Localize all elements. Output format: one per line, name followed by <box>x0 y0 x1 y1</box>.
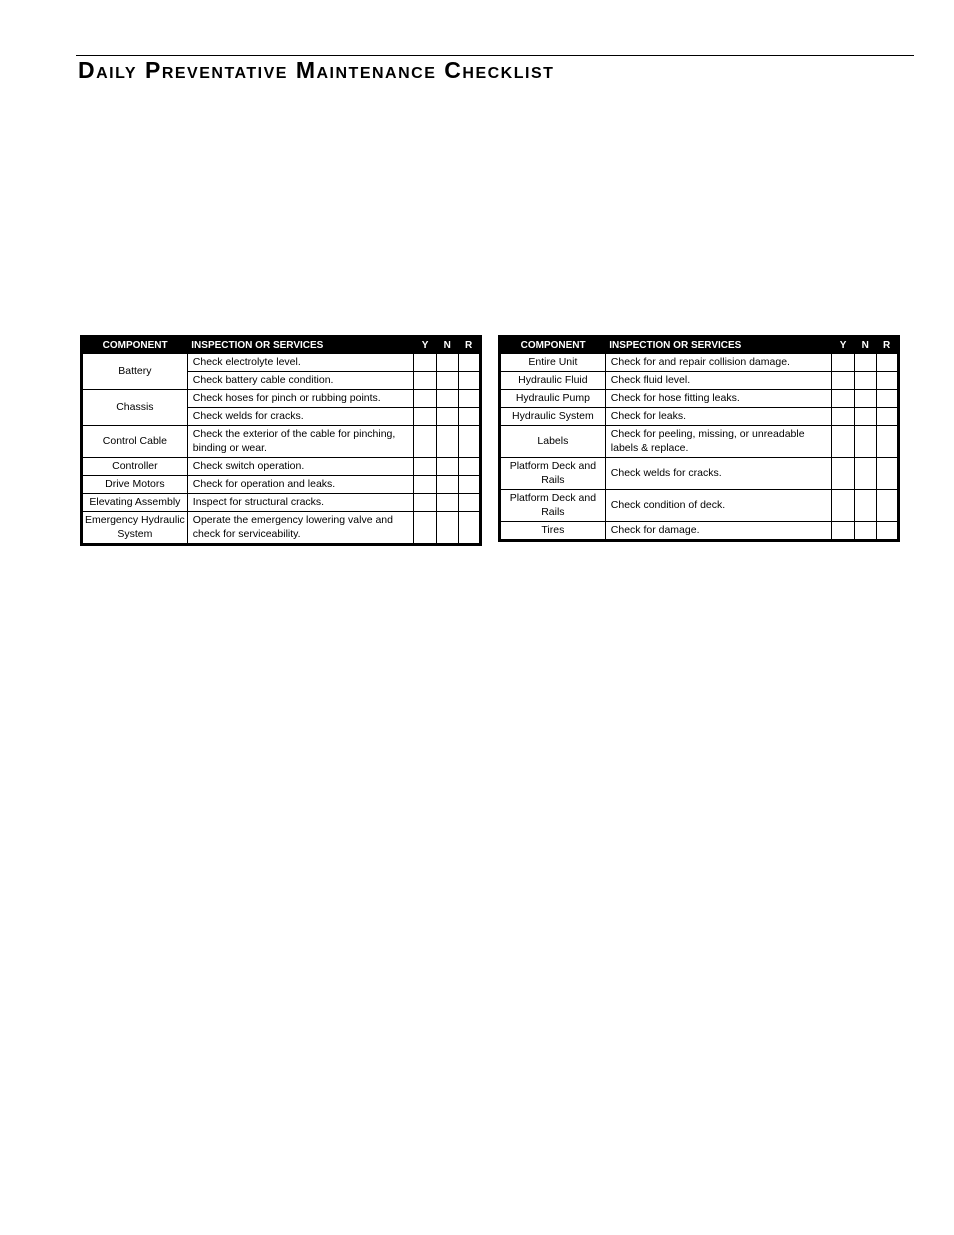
inspection-cell: Check welds for cracks. <box>187 408 414 426</box>
repair-checkbox-cell[interactable] <box>458 476 480 494</box>
table-row <box>500 354 899 372</box>
component-cell: Battery <box>82 354 188 390</box>
repair-checkbox-cell[interactable] <box>458 426 480 458</box>
yes-checkbox-cell[interactable] <box>832 522 854 541</box>
inspection-cell: Check hoses for pinch or rubbing points. <box>187 390 414 408</box>
repair-checkbox-cell[interactable] <box>876 354 898 372</box>
yes-checkbox-cell[interactable] <box>414 354 436 372</box>
yes-checkbox-cell[interactable] <box>832 372 854 390</box>
component-header: COMPONENT <box>82 337 188 354</box>
no-header: N <box>436 337 458 354</box>
no-checkbox-cell[interactable] <box>854 390 876 408</box>
inspection-cell: Check for leaks. <box>605 408 832 426</box>
component-cell: Tires <box>500 522 606 541</box>
inspection-cell: Check for hose fitting leaks. <box>605 390 832 408</box>
component-cell: Hydraulic Fluid <box>500 372 606 390</box>
repair-checkbox-cell[interactable] <box>458 372 480 390</box>
no-checkbox-cell[interactable] <box>854 490 876 522</box>
inspection-cell: Check switch operation. <box>187 458 414 476</box>
repair-checkbox-cell[interactable] <box>876 408 898 426</box>
table-row <box>500 490 899 522</box>
repair-header: R <box>458 337 480 354</box>
yes-checkbox-cell[interactable] <box>414 426 436 458</box>
checklist-table-left <box>80 335 482 546</box>
no-checkbox-cell[interactable] <box>436 426 458 458</box>
no-checkbox-cell[interactable] <box>436 494 458 512</box>
repair-checkbox-cell[interactable] <box>458 390 480 408</box>
no-checkbox-cell[interactable] <box>436 372 458 390</box>
yes-checkbox-cell[interactable] <box>414 408 436 426</box>
no-checkbox-cell[interactable] <box>436 408 458 426</box>
inspection-cell: Inspect for structural cracks. <box>187 494 414 512</box>
table-header-row <box>500 337 899 354</box>
repair-checkbox-cell[interactable] <box>876 490 898 522</box>
yes-checkbox-cell[interactable] <box>832 390 854 408</box>
table-row <box>82 354 481 372</box>
component-cell: Hydraulic Pump <box>500 390 606 408</box>
no-checkbox-cell[interactable] <box>436 476 458 494</box>
inspection-cell: Check for operation and leaks. <box>187 476 414 494</box>
repair-header: R <box>876 337 898 354</box>
inspection-cell: Check for peeling, missing, or unreadable labels & replace. <box>605 426 832 458</box>
table-row <box>82 390 481 408</box>
repair-checkbox-cell[interactable] <box>876 372 898 390</box>
inspection-cell: Check electrolyte level. <box>187 354 414 372</box>
component-cell: Emergency Hydraulic System <box>82 512 188 545</box>
table-row <box>500 390 899 408</box>
component-cell: Hydraulic System <box>500 408 606 426</box>
component-header: COMPONENT <box>500 337 606 354</box>
table-row <box>82 494 481 512</box>
table-row <box>500 458 899 490</box>
inspection-cell: Check fluid level. <box>605 372 832 390</box>
table-row <box>500 426 899 458</box>
component-cell: Drive Motors <box>82 476 188 494</box>
component-cell: Labels <box>500 426 606 458</box>
no-checkbox-cell[interactable] <box>436 512 458 545</box>
component-cell: Platform Deck and Rails <box>500 458 606 490</box>
yes-checkbox-cell[interactable] <box>414 512 436 545</box>
table-row <box>500 372 899 390</box>
repair-checkbox-cell[interactable] <box>458 512 480 545</box>
repair-checkbox-cell[interactable] <box>458 408 480 426</box>
component-cell: Elevating Assembly <box>82 494 188 512</box>
yes-checkbox-cell[interactable] <box>832 426 854 458</box>
component-cell: Chassis <box>82 390 188 426</box>
yes-checkbox-cell[interactable] <box>414 494 436 512</box>
yes-header: Y <box>832 337 854 354</box>
yes-checkbox-cell[interactable] <box>414 372 436 390</box>
inspection-cell: Check battery cable condition. <box>187 372 414 390</box>
no-checkbox-cell[interactable] <box>436 354 458 372</box>
inspection-cell: Check welds for cracks. <box>605 458 832 490</box>
no-checkbox-cell[interactable] <box>854 372 876 390</box>
yes-checkbox-cell[interactable] <box>414 390 436 408</box>
component-cell: Platform Deck and Rails <box>500 490 606 522</box>
repair-checkbox-cell[interactable] <box>458 458 480 476</box>
inspection-header: INSPECTION OR SERVICES <box>605 337 832 354</box>
repair-checkbox-cell[interactable] <box>458 494 480 512</box>
table-row <box>82 476 481 494</box>
no-checkbox-cell[interactable] <box>854 458 876 490</box>
checklist-table-right <box>498 335 900 542</box>
yes-checkbox-cell[interactable] <box>414 458 436 476</box>
no-header: N <box>854 337 876 354</box>
table-row <box>82 458 481 476</box>
inspection-header: INSPECTION OR SERVICES <box>187 337 414 354</box>
no-checkbox-cell[interactable] <box>854 408 876 426</box>
table-row <box>82 512 481 545</box>
no-checkbox-cell[interactable] <box>854 354 876 372</box>
no-checkbox-cell[interactable] <box>854 426 876 458</box>
inspection-cell: Check condition of deck. <box>605 490 832 522</box>
repair-checkbox-cell[interactable] <box>876 426 898 458</box>
table-header-row <box>82 337 481 354</box>
table-row <box>500 408 899 426</box>
repair-checkbox-cell[interactable] <box>458 354 480 372</box>
repair-checkbox-cell[interactable] <box>876 522 898 541</box>
yes-checkbox-cell[interactable] <box>832 354 854 372</box>
inspection-cell: Check the exterior of the cable for pinching, binding or wear. <box>187 426 414 458</box>
inspection-cell: Operate the emergency lowering valve and check for serviceability. <box>187 512 414 545</box>
inspection-cell: Check for damage. <box>605 522 832 541</box>
repair-checkbox-cell[interactable] <box>876 458 898 490</box>
component-cell: Controller <box>82 458 188 476</box>
repair-checkbox-cell[interactable] <box>876 390 898 408</box>
component-cell: Control Cable <box>82 426 188 458</box>
yes-header: Y <box>414 337 436 354</box>
table-row <box>500 522 899 541</box>
component-cell: Entire Unit <box>500 354 606 372</box>
yes-checkbox-cell[interactable] <box>832 490 854 522</box>
no-checkbox-cell[interactable] <box>854 522 876 541</box>
table-row <box>82 426 481 458</box>
page-title: Daily Preventative Maintenance Checklist <box>78 57 555 83</box>
no-checkbox-cell[interactable] <box>436 458 458 476</box>
inspection-cell: Check for and repair collision damage. <box>605 354 832 372</box>
yes-checkbox-cell[interactable] <box>832 458 854 490</box>
yes-checkbox-cell[interactable] <box>832 408 854 426</box>
yes-checkbox-cell[interactable] <box>414 476 436 494</box>
no-checkbox-cell[interactable] <box>436 390 458 408</box>
